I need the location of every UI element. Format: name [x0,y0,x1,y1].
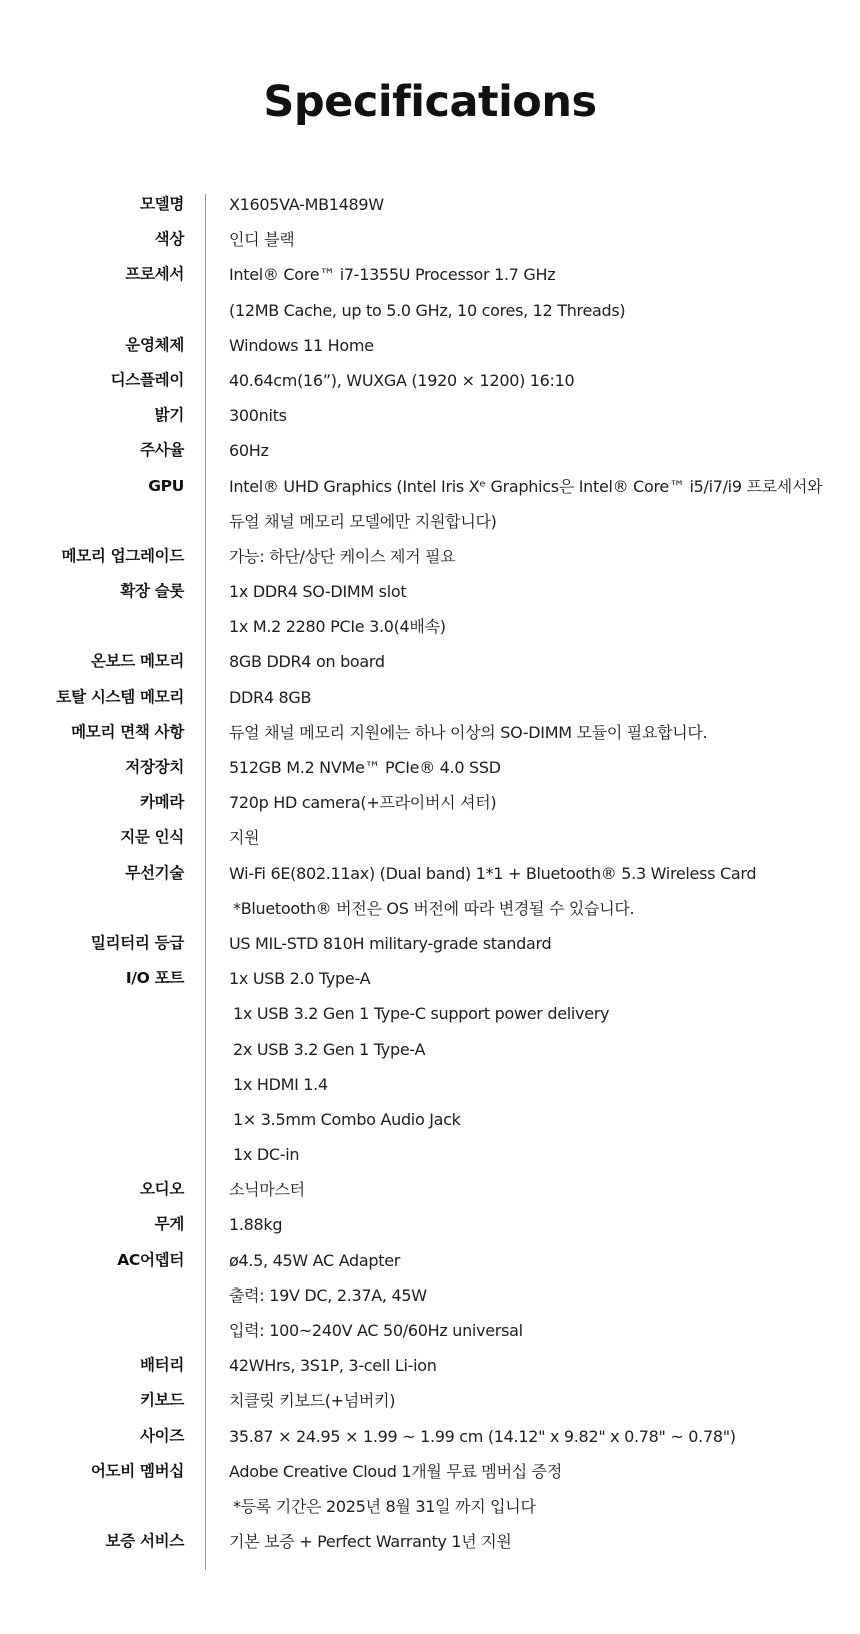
spec-values [229,1524,860,1559]
spec-value: 42WHrs, 3S1P, 3-cell Li-ion [229,1356,437,1376]
spec-label: 오디오 [139,1180,184,1199]
spec-value: 60Hz [229,441,269,461]
spec-value: 1x M.2 2280 PCIe 3.0(4배속) [229,617,446,637]
spec-value: 1x DDR4 SO-DIMM slot [229,582,407,602]
spec-value: *Bluetooth® 버전은 OS 버전에 따라 변경될 수 있습니다. [233,898,635,918]
spec-value: Adobe Creative Cloud 1개월 무료 멤버십 증정 [229,1461,562,1481]
spec-label: 사이즈 [139,1426,184,1445]
spec-label: 무선기술 [125,863,184,882]
spec-value: 입력: 100~240V AC 50/60Hz universal [229,1321,523,1340]
spec-row [0,644,860,679]
spec-label: 온보드 메모리 [90,652,184,671]
spec-value: 치클릿 키보드(+넘버키) [229,1391,396,1411]
spec-values [229,187,860,222]
spec-values [229,574,860,644]
spec-values [229,644,860,679]
spec-value: 1.88kg [229,1215,283,1235]
spec-row [0,1348,860,1383]
spec-values [229,363,860,398]
spec-label: 카메라 [139,793,184,812]
spec-label: 프로세서 [125,265,184,284]
spec-row [0,856,860,926]
spec-values [229,820,860,855]
spec-values [229,1172,860,1207]
spec-row [0,328,860,363]
spec-label: 지문 인식 [120,828,184,847]
spec-value: 1× 3.5mm Combo Audio Jack [233,1109,461,1129]
spec-row [0,1454,860,1524]
spec-row [0,1524,860,1559]
spec-values [229,539,860,574]
spec-label: 색상 [154,230,184,249]
spec-value: 1x USB 2.0 Type-A [229,969,371,989]
spec-value: (12MB Cache, up to 5.0 GHz, 10 cores, 12 Threads) [229,300,626,320]
spec-row [0,926,860,961]
spec-value: 소닉마스터 [229,1180,305,1200]
spec-row [0,1243,860,1349]
spec-values [229,1348,860,1383]
spec-label: 어도비 멤버십 [90,1461,184,1480]
spec-values [229,1454,860,1524]
page-title: Specifications [263,77,597,127]
spec-values [229,715,860,750]
spec-value: 듀얼 채널 메모리 모델에만 지원합니다) [229,511,497,531]
spec-row [0,469,860,539]
spec-label: 밝기 [154,406,184,425]
spec-label: 키보드 [139,1391,184,1410]
spec-value: 512GB M.2 NVMe™ PCIe® 4.0 SSD [229,758,501,777]
spec-value: 8GB DDR4 on board [229,652,385,672]
spec-values [229,961,860,1172]
spec-values [229,469,860,539]
spec-row [0,1207,860,1242]
spec-row [0,750,860,785]
spec-label: 확장 슬롯 [120,582,184,601]
spec-label: 배터리 [139,1356,184,1375]
spec-table [0,187,860,1559]
spec-value: DDR4 8GB [229,687,312,707]
spec-label: 메모리 면책 사항 [71,722,184,741]
spec-label: 밀리터리 등급 [90,933,184,952]
spec-value: 1x USB 3.2 Gen 1 Type-C support power delivery [233,1004,610,1024]
spec-row [0,961,860,1172]
spec-value: Intel® UHD Graphics (Intel Iris Xᵉ Graphics은 Intel® Core™ i5/i7/i9 프로세서와 [229,476,823,496]
spec-value: 듀얼 채널 메모리 지원에는 하나 이상의 SO-DIMM 모듈이 필요합니다. [229,722,708,742]
spec-value: 35.87 × 24.95 × 1.99 ~ 1.99 cm (14.12" x 9.82" x 0.78" ~ 0.78") [229,1426,736,1446]
spec-row [0,433,860,468]
spec-value: 인디 블랙 [229,230,295,250]
spec-row [0,187,860,222]
spec-value: X1605VA-MB1489W [229,195,384,214]
spec-value: US MIL-STD 810H military-grade standard [229,933,552,953]
spec-values [229,680,860,715]
spec-label: 보증 서비스 [105,1532,184,1551]
spec-values [229,1243,860,1349]
spec-row [0,715,860,750]
spec-values [229,1207,860,1242]
spec-row [0,222,860,257]
spec-value: Intel® Core™ i7-1355U Processor 1.7 GHz [229,265,556,285]
spec-values [229,926,860,961]
spec-row [0,539,860,574]
spec-label: 모델명 [139,195,184,213]
spec-values [229,398,860,433]
spec-label: 토탈 시스템 메모리 [56,687,184,706]
spec-row [0,398,860,433]
spec-row [0,574,860,644]
spec-value: Wi-Fi 6E(802.11ax) (Dual band) 1*1 + Bluetooth® 5.3 Wireless Card [229,863,757,883]
spec-values [229,257,860,327]
spec-row [0,1419,860,1454]
spec-label: 디스플레이 [110,370,184,389]
spec-values [229,433,860,468]
spec-label: 운영체제 [125,335,184,354]
spec-values [229,750,860,785]
spec-value: 가능: 하단/상단 케이스 제거 필요 [229,546,456,566]
spec-value: Windows 11 Home [229,335,374,355]
spec-label: AC어뎁터 [117,1250,184,1269]
spec-row [0,257,860,327]
spec-label: I/O 포트 [125,969,184,988]
spec-values [229,785,860,820]
spec-label: 메모리 업그레이드 [61,546,184,565]
spec-value: ø4.5, 45W AC Adapter [229,1250,401,1270]
spec-value: 출력: 19V DC, 2.37A, 45W [229,1285,427,1305]
spec-values [229,1383,860,1418]
spec-value: 기본 보증 + Perfect Warranty 1년 지원 [229,1532,512,1552]
spec-values [229,328,860,363]
spec-row [0,680,860,715]
spec-label: 무게 [154,1215,184,1234]
spec-values [229,856,860,926]
spec-value: 2x USB 3.2 Gen 1 Type-A [233,1039,426,1059]
spec-value: 1x DC-in [233,1145,300,1165]
spec-value: 300nits [229,406,287,426]
spec-value: *등록 기간은 2025년 8월 31일 까지 입니다 [233,1496,536,1516]
spec-label: 주사율 [139,441,184,460]
spec-row [0,363,860,398]
spec-values [229,222,860,257]
spec-values [229,1419,860,1454]
spec-row [0,785,860,820]
spec-value: 40.64cm(16”), WUXGA (1920 × 1200) 16:10 [229,370,575,390]
spec-value: 지원 [229,828,260,848]
spec-value: 1x HDMI 1.4 [233,1074,328,1094]
spec-row [0,1172,860,1207]
spec-row [0,1383,860,1418]
spec-label: 저장장치 [125,758,184,776]
spec-label: GPU [148,476,184,495]
spec-row [0,820,860,855]
spec-value: 720p HD camera(+프라이버시 셔터) [229,793,497,813]
